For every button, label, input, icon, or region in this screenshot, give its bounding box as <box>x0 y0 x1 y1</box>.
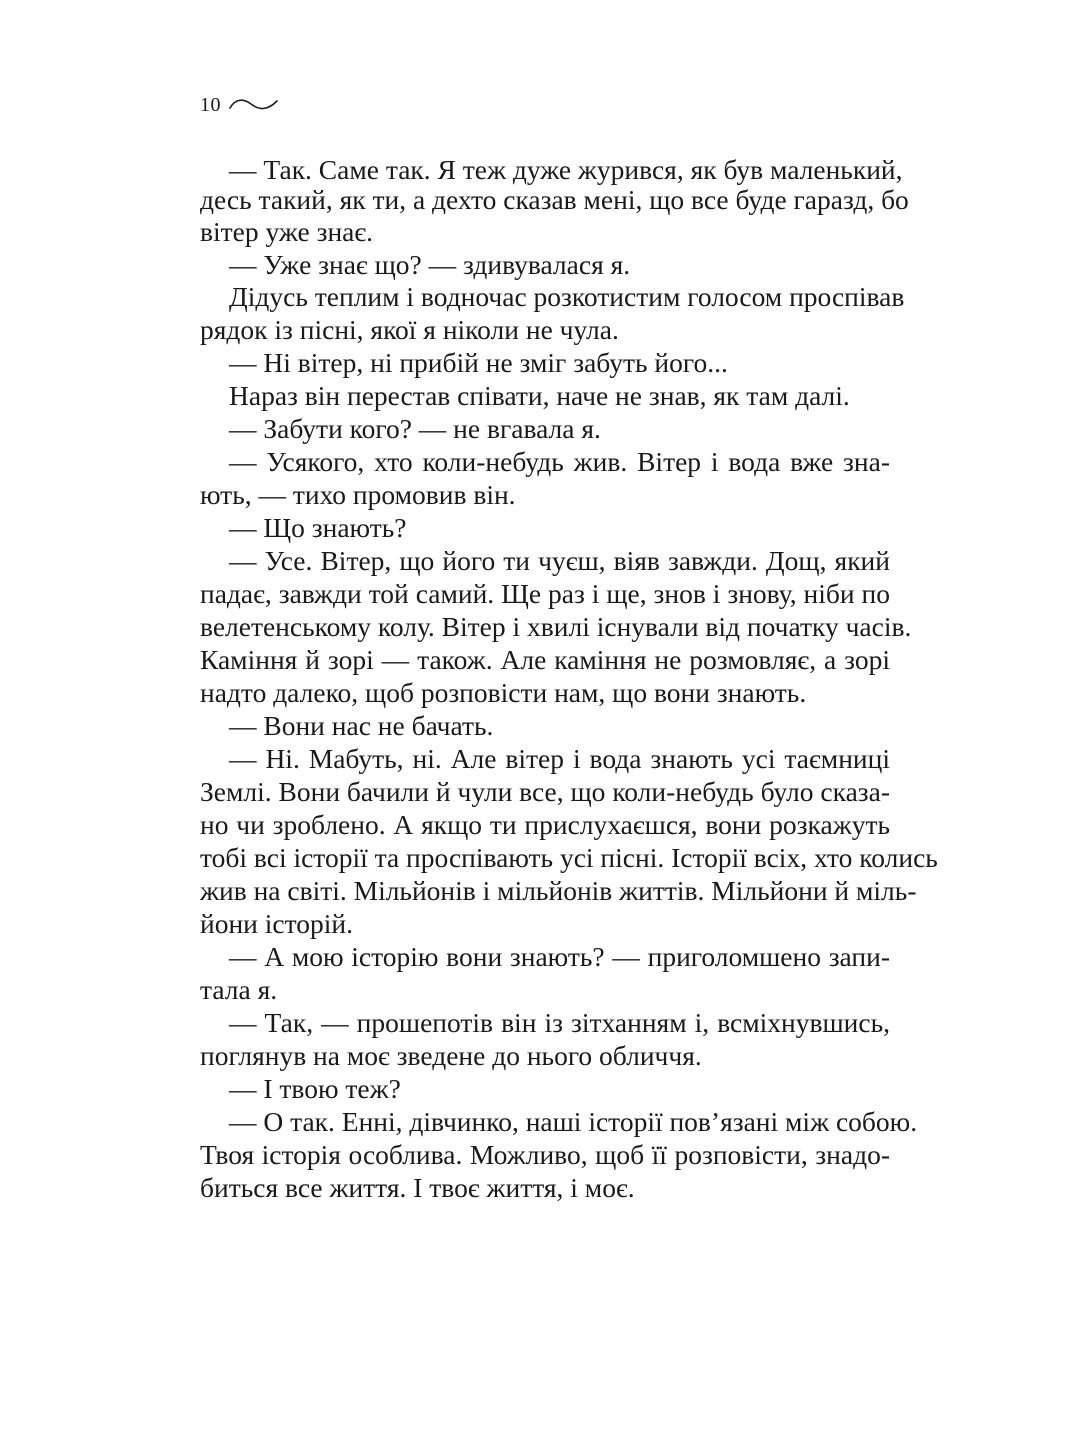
text-line: — Що знають? <box>229 512 407 543</box>
text-line: Нараз він перестав співати, наче не знав, як там далі. <box>229 380 850 411</box>
text-line: — Так, — прошепотів він із зітханням і, всміхнувшись, <box>229 1007 890 1038</box>
text-line: йони історій. <box>200 908 354 939</box>
text-line: — Усе. Вітер, що його ти чуєш, віяв завжди. Дощ, який <box>229 545 890 576</box>
text-line: — Ні. Мабуть, ні. Але вітер і вода знають усі таємниці <box>229 743 890 774</box>
text-line: Каміння й зорі — також. Але каміння не розмовляє, а зорі <box>200 644 890 675</box>
text-line: велетенському колу. Вітер і хвилі існували від початку часів. <box>200 611 912 642</box>
text-line: — Ні вітер, ні прибій не зміг забуть його... <box>229 347 728 378</box>
text-line: Твоя історія особлива. Можливо, щоб її розповісти, знадо- <box>200 1139 890 1170</box>
text-line: — Так. Саме так. Я теж дуже журився, як був маленький, <box>229 154 903 185</box>
text-line: рядок із пісні, якої я ніколи не чула. <box>200 314 619 345</box>
text-line: Дідусь теплим і водночас розкотистим голосом проспівав <box>229 281 905 312</box>
text-line: — Усякого, хто коли-небудь жив. Вітер і вода вже зна- <box>229 446 890 477</box>
text-line: — Уже знає що? — здивувалася я. <box>229 249 631 280</box>
text-line: надто далеко, щоб розповісти нам, що вони знають. <box>200 677 807 708</box>
text-line: но чи зроблено. А якщо ти прислухаєшся, вони розкажуть <box>200 809 890 840</box>
text-line: падає, завжди той самий. Ще раз і ще, знов і знову, ніби по <box>200 578 890 609</box>
text-line: Землі. Вони бачили й чули все, що коли-небудь було сказа- <box>200 776 890 807</box>
body-text <box>200 0 938 1440</box>
text-line: — І твою теж? <box>229 1073 401 1104</box>
page-number: 10 <box>200 94 221 116</box>
text-line: — А мою історію вони знають? — приголомшено запи- <box>229 941 890 972</box>
text-line: тала я. <box>200 974 278 1005</box>
text-line: жив на світі. Мільйонів і мільйонів життів. Мільйони й міль- <box>200 875 917 906</box>
text-line: поглянув на моє зведене до нього обличчя. <box>200 1040 702 1071</box>
text-line: — О так. Енні, дівчинко, наші історії пов’язані між собою. <box>229 1106 918 1137</box>
text-line: тобі всі історії та проспівають усі пісні. Історії всіх, хто колись <box>200 842 938 873</box>
text-line: — Вони нас не бачать. <box>229 710 494 741</box>
text-line: биться все життя. І твоє життя, і моє. <box>200 1172 635 1203</box>
text-line: ють, — тихо промовив він. <box>200 479 516 510</box>
text-line: — Забути кого? — не вгавала я. <box>229 413 601 444</box>
text-line: десь такий, як ти, а дехто сказав мені, що все буде гаразд, бо <box>200 184 909 215</box>
text-line: вітер уже знає. <box>200 216 374 247</box>
